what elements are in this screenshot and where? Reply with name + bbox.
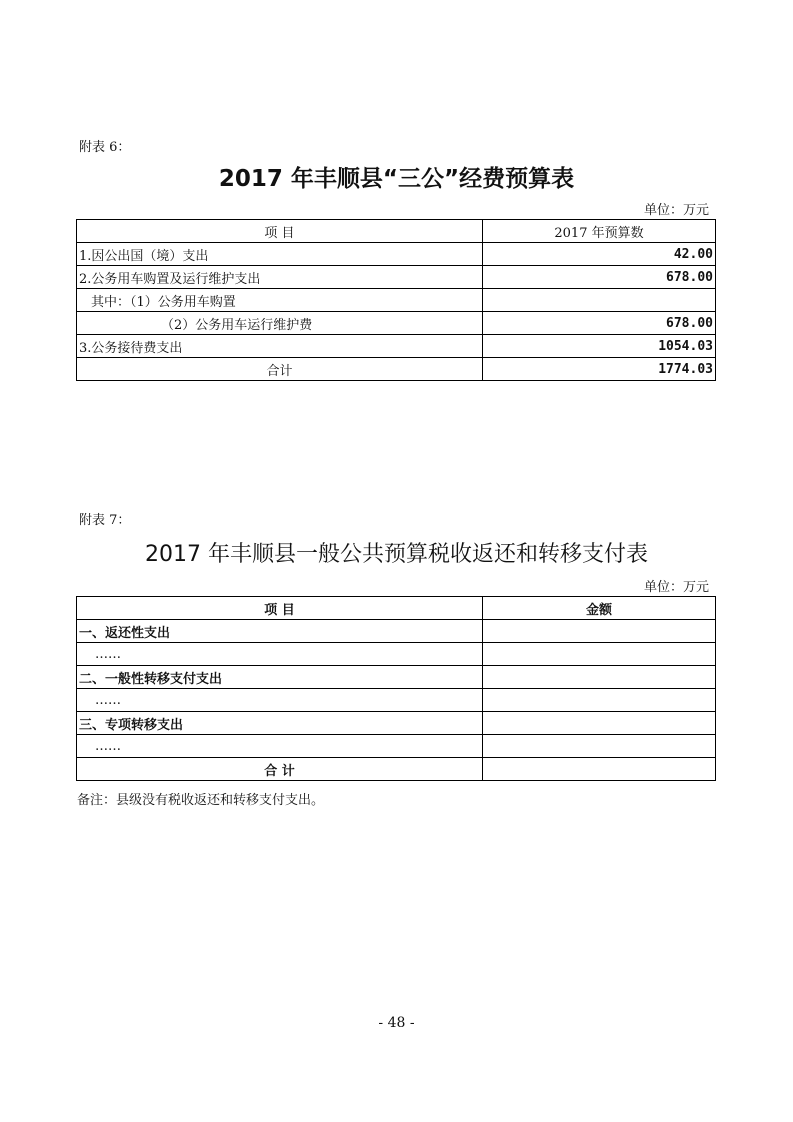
table-row — [77, 312, 716, 335]
header-item: 项 目 — [77, 597, 483, 620]
table-total-row — [77, 758, 716, 781]
row-amount — [483, 712, 716, 735]
page-number: - 48 - — [378, 1015, 415, 1031]
annex7-title: 2017 年丰顺县一般公共预算税收返还和转移支付表 — [145, 542, 648, 567]
total-label: 合 计 — [77, 758, 483, 781]
row-amount: 1054.03 — [483, 335, 716, 358]
row-item: 3.公务接待费支出 — [77, 335, 483, 358]
total-label: 合计 — [77, 358, 483, 381]
annex6-unit: 单位：万元 — [643, 203, 709, 218]
table-row — [77, 735, 716, 758]
table-row — [77, 620, 716, 643]
row-item: 2.公务用车购置及运行维护支出 — [77, 266, 483, 289]
total-amount: 1774.03 — [483, 358, 716, 381]
row-item: 三、专项转移支出 — [77, 712, 483, 735]
row-amount — [483, 620, 716, 643]
header-amount: 金额 — [483, 597, 716, 620]
footnote: 备注：县级没有税收返还和转移支付支出。 — [77, 793, 325, 808]
annex6-table — [76, 219, 716, 381]
table-row — [77, 712, 716, 735]
annex7-table — [76, 596, 716, 781]
row-amount: 678.00 — [483, 312, 716, 335]
row-item: …… — [77, 643, 483, 666]
row-item: 1.因公出国（境）支出 — [77, 243, 483, 266]
row-amount — [483, 643, 716, 666]
row-amount: 42.00 — [483, 243, 716, 266]
row-item: …… — [77, 689, 483, 712]
table-row — [77, 266, 716, 289]
table-row — [77, 666, 716, 689]
total-amount — [483, 758, 716, 781]
table-row — [77, 289, 716, 312]
table-row — [77, 335, 716, 358]
header-item: 项 目 — [77, 220, 483, 243]
row-amount: 678.00 — [483, 266, 716, 289]
annex7-label: 附表 7： — [79, 513, 131, 528]
annex6-title: 2017 年丰顺县“三公”经费预算表 — [218, 166, 575, 192]
row-amount — [483, 735, 716, 758]
row-item: 二、一般性转移支付支出 — [77, 666, 483, 689]
row-amount — [483, 666, 716, 689]
table-row — [77, 643, 716, 666]
row-item: …… — [77, 735, 483, 758]
header-amount: 2017 年预算数 — [483, 220, 716, 243]
row-item: 其中：（1）公务用车购置 — [77, 289, 483, 312]
table-row — [77, 689, 716, 712]
table-total-row — [77, 358, 716, 381]
annex7-unit: 单位：万元 — [643, 580, 709, 595]
table-header-row — [77, 597, 716, 620]
row-amount — [483, 689, 716, 712]
annex6-label: 附表 6： — [79, 140, 131, 155]
row-item: （2）公务用车运行维护费 — [77, 312, 483, 335]
row-item: 一、返还性支出 — [77, 620, 483, 643]
table-header-row — [77, 220, 716, 243]
table-row — [77, 243, 716, 266]
row-amount — [483, 289, 716, 312]
